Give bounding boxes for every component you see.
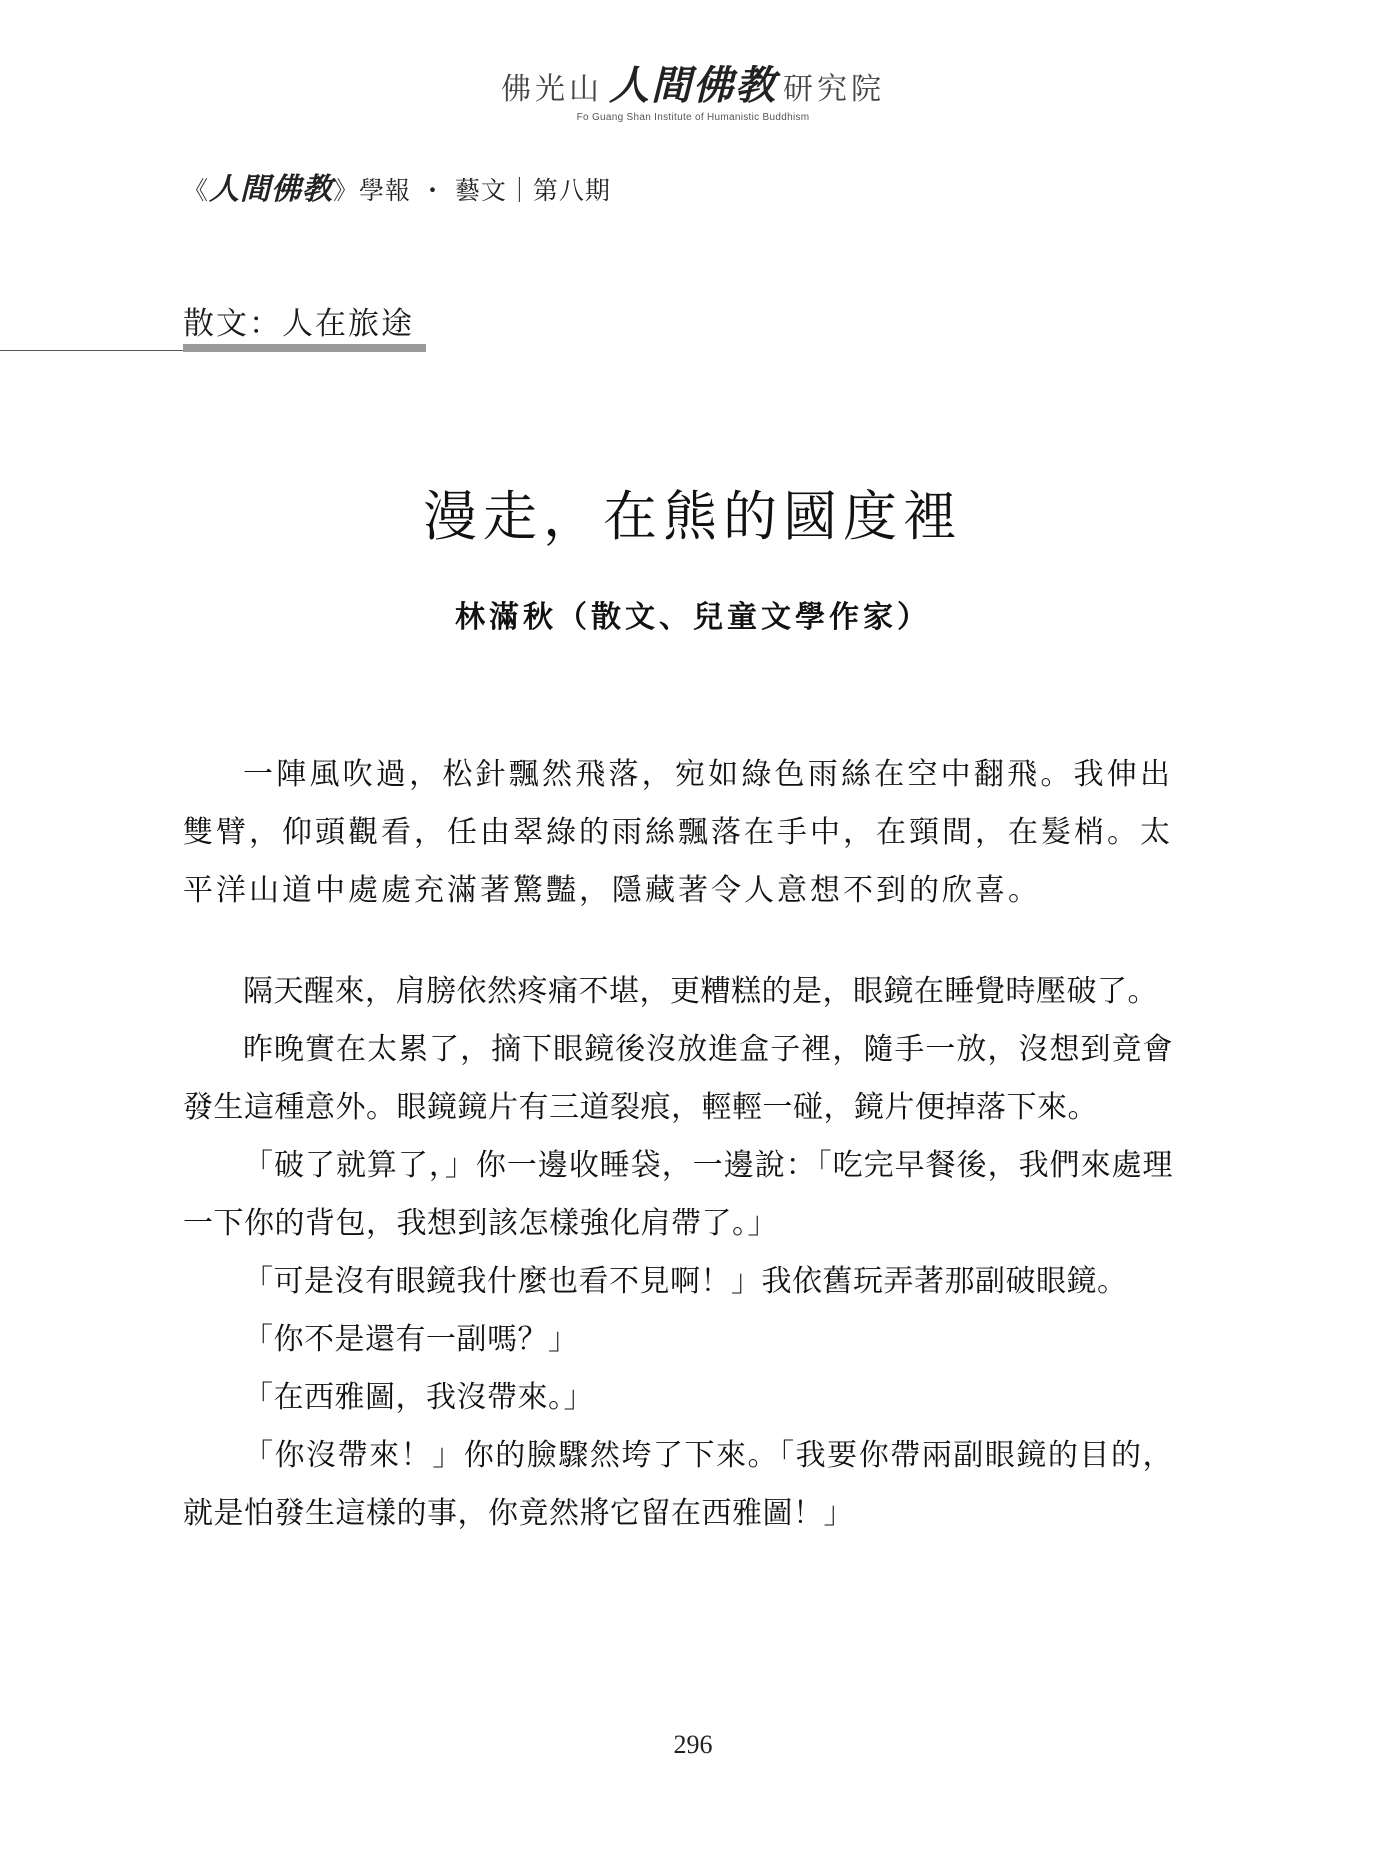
body-section-b — [183, 963, 1173, 1543]
institute-header — [0, 64, 1386, 123]
journal-brush-title: 人間佛教 — [209, 172, 334, 207]
journal-open-quote: 《 — [183, 176, 210, 205]
paragraph: 「可是沒有眼鏡我什麼也看不見啊！」我依舊玩弄著那副破眼鏡。 — [243, 1264, 1128, 1299]
institute-name-suffix: 研究院 — [783, 72, 885, 107]
paragraph: 「你沒帶來！」你的臉驟然垮了下來。「我要你帶兩副眼鏡的目的，就是怕發生這樣的事，你竟然將它留在西雅圖！」 — [183, 1438, 1173, 1531]
institute-name-english: Fo Guang Shan Institute of Humanistic Buddhism — [576, 112, 810, 123]
institute-name — [501, 64, 885, 112]
paragraph: 「破了就算了，」你一邊收睡袋，一邊說：「吃完早餐後，我們來處理一下你的背包，我想到該怎樣強化肩帶了。」 — [183, 1148, 1173, 1241]
institute-name-brush: 人間佛教 — [609, 63, 777, 109]
paragraph: 昨晚實在太累了，摘下眼鏡後沒放進盒子裡，隨手一放，沒想到竟會發生這種意外。眼鏡鏡片有三道裂痕，輕輕一碰，鏡片便掉落下來。 — [183, 1032, 1173, 1125]
paragraph: 隔天醒來，肩膀依然疼痛不堪，更糟糕的是，眼鏡在睡覺時壓破了。 — [243, 974, 1158, 1009]
paragraph: 「在西雅圖，我沒帶來。」 — [243, 1380, 594, 1415]
paragraph: 一陣風吹過，松針飄然飛落，宛如綠色雨絲在空中翻飛。我伸出雙臂，仰頭觀看，任由翠綠的雨絲飄落在手中，在頸間，在髮梢。太平洋山道中處處充滿著驚豔，隱藏著令人意想不到的欣喜。 — [183, 757, 1173, 908]
section-label: 散文：人在旅途 — [183, 306, 414, 342]
body-section-a — [183, 746, 1173, 920]
page-number: 296 — [673, 1730, 713, 1759]
section-underline — [183, 344, 426, 352]
paragraph: 「你不是還有一副嗎？」 — [243, 1322, 579, 1357]
journal-rest: 》學報 ・ 藝文｜第八期 — [333, 176, 611, 205]
article-author: 林滿秋（散文、兒童文學作家） — [455, 600, 931, 635]
article-title: 漫走，在熊的國度裡 — [423, 485, 963, 548]
journal-line — [183, 164, 611, 208]
institute-name-prefix: 佛光山 — [501, 72, 603, 107]
